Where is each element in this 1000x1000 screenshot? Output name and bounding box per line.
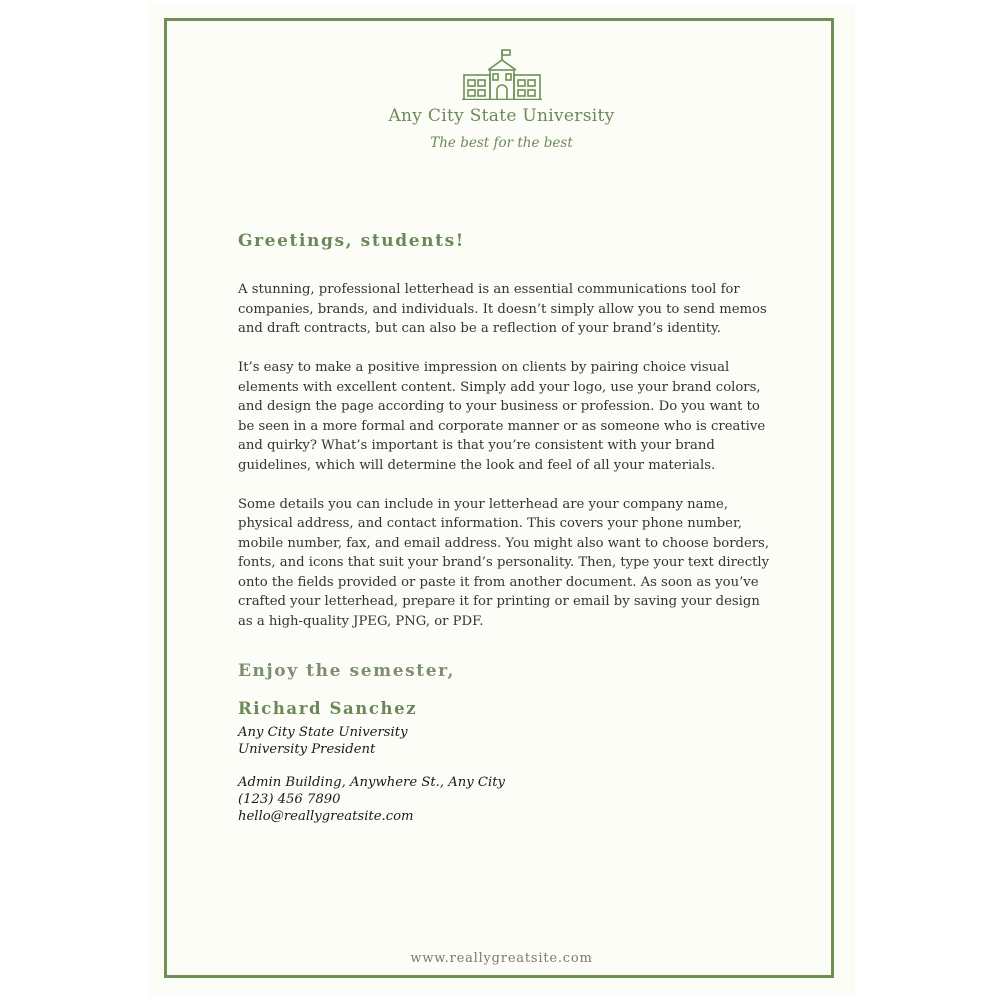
signer-organization: Any City State University bbox=[238, 725, 408, 740]
university-name: Any City State University bbox=[388, 106, 615, 126]
body-paragraph: A stunning, professional letterhead is an essential communications tool for companies, brands, and individuals. It doesn’t simply allow you to send memos and draft contracts, but can also be a reflection of your brand’s identity. bbox=[238, 282, 767, 336]
greeting-heading: Greetings, students! bbox=[238, 231, 465, 251]
closing-line: Enjoy the semester, bbox=[238, 661, 456, 681]
contact-email: hello@reallygreatsite.com bbox=[238, 808, 414, 824]
letter-body bbox=[238, 280, 778, 651]
contact-block bbox=[238, 775, 505, 825]
signer-title: University President bbox=[238, 741, 376, 757]
body-paragraph: It’s easy to make a positive impression on clients by pairing choice visual elements with excellent content. Simply add your logo, use your brand colors, and design the page according to your business or profession. Do you want to be seen in a more formal and corporate manner or as someone who is creative and quirky? What’s important is that you’re consistent with your brand guidelines, which will determine the look and feel of all your materials. bbox=[238, 360, 766, 473]
signer-details bbox=[238, 725, 408, 759]
contact-phone: (123) 456 7890 bbox=[238, 791, 341, 807]
body-paragraph: Some details you can include in your letterhead are your company name, physical address, and contact information. This covers your phone number, mobile number, fax, and email address. You might also want to choose borders, fonts, and icons that suit your brand’s personality. Then, type your text directly onto the fields provided or paste it from another document. As soon as you’ve crafted your letterhead, prepare it for printing or email by saving your design as a high-quality JPEG, PNG, or PDF. bbox=[238, 496, 770, 629]
contact-address: Admin Building, Anywhere St., Any City bbox=[238, 775, 505, 790]
signer-name: Richard Sanchez bbox=[238, 699, 418, 718]
tagline: The best for the best bbox=[430, 135, 573, 151]
footer-website: www.reallygreatsite.com bbox=[410, 951, 593, 966]
letterhead-page bbox=[150, 5, 853, 995]
university-building-icon bbox=[462, 48, 542, 100]
